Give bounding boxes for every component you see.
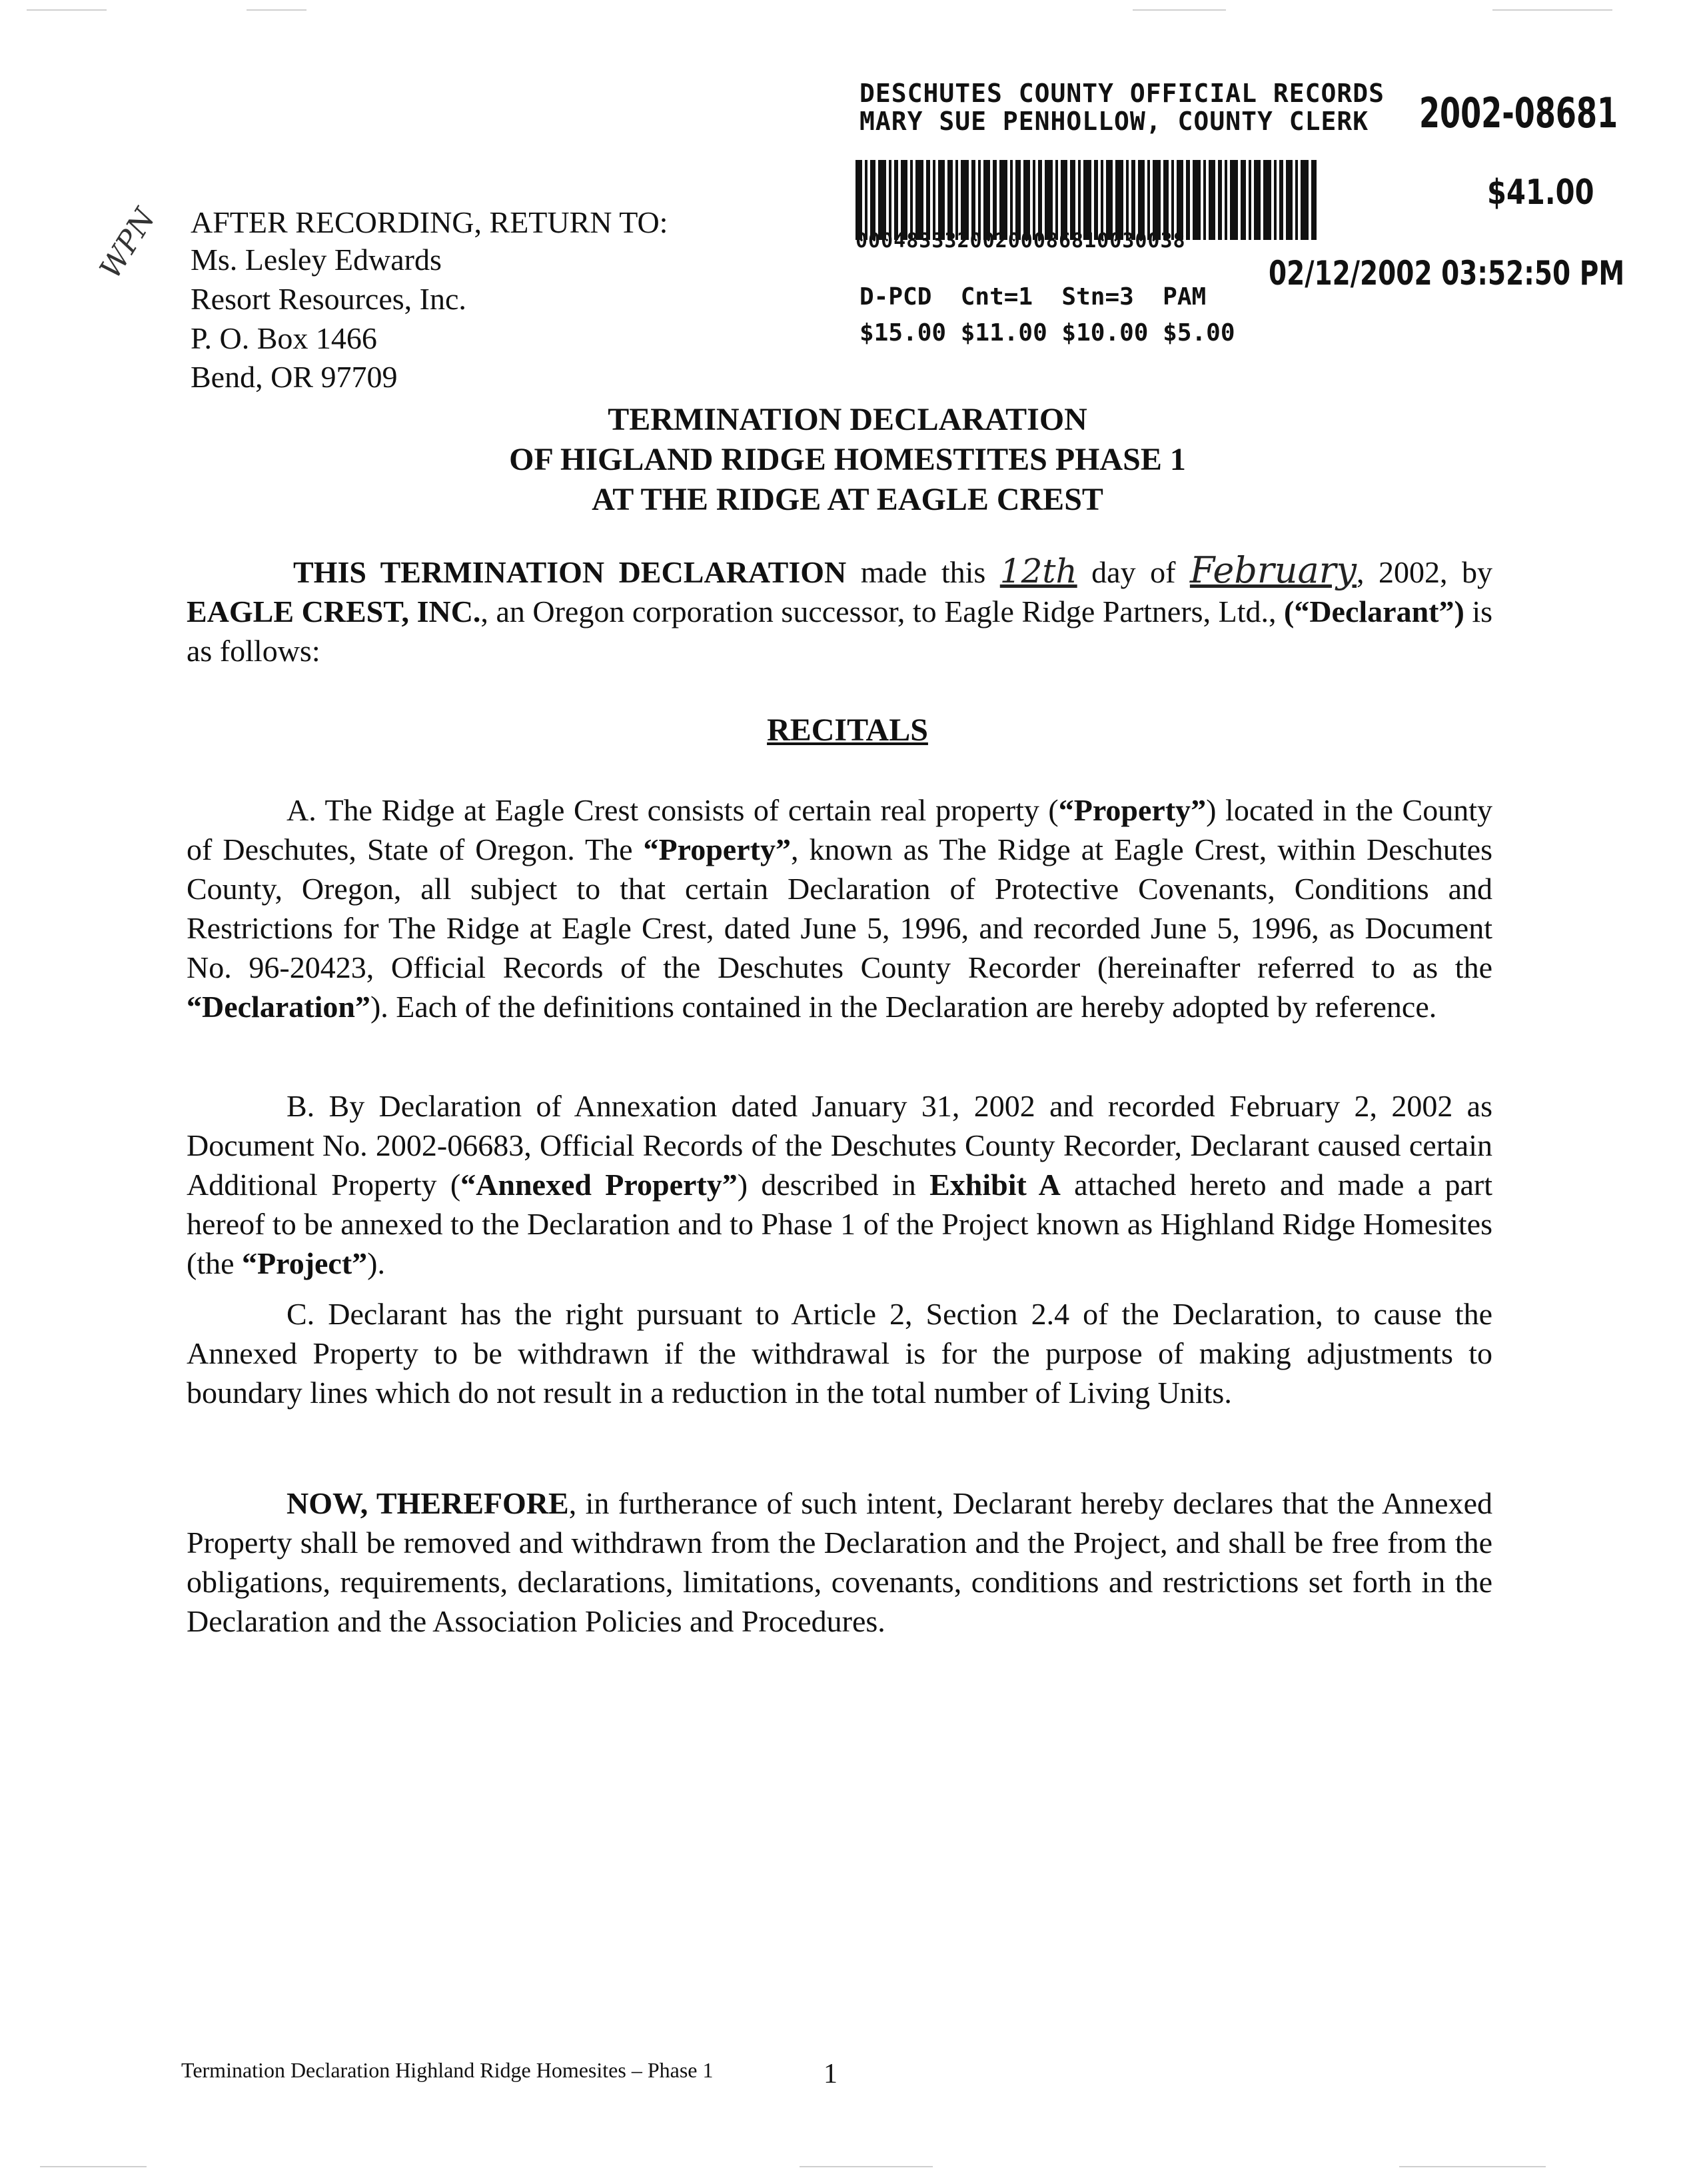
declarant-term: (“Declarant”) <box>1284 594 1464 628</box>
scan-mark <box>1492 9 1612 11</box>
title-line-2: OF HIGLAND RIDGE HOMESTITES PHASE 1 <box>509 442 1186 477</box>
stamp-barcode <box>855 160 1389 240</box>
now-therefore-paragraph: NOW, THEREFORE, in furtherance of such intent, Declarant hereby declares that the Annexed Property shall be removed and withdrawn from the Declaration and the Project, and shall be free from the obligations, requirements, declarations, limitations, covenants, conditions and restrictions set forth in the Declaration and the Association Policies and Procedures. <box>187 1486 1492 1638</box>
handwritten-month: February <box>1189 549 1357 591</box>
recital-a: A. The Ridge at Eagle Crest consists of certain real property (“Property”) located in the County of Deschutes, State of Oregon. The “Property”, known as The Ridge at Eagle Crest, within Deschutes County, Oregon, all subject to that certain Declaration of Protective Covenants, Conditions and Restrictions for The Ridge at Eagle Crest, dated June 5, 1996, and recorded June 5, 1996, as Document No. 96-20423, Official Records of the Deschutes County Recorder (hereinafter referred to as the “Declaration”). Each of the definitions contained in the Declaration are hereby adopted by reference. <box>187 793 1492 1024</box>
scan-mark <box>40 2166 147 2167</box>
scan-mark <box>1399 2166 1546 2167</box>
scan-mark <box>800 2166 933 2167</box>
stamp-barcode-digits: 00048333200200086810030038 <box>855 229 1186 253</box>
scan-mark <box>247 9 306 11</box>
stamp-codes: D-PCD Cnt=1 Stn=3 PAM <box>859 283 1207 311</box>
intro-bold: THIS TERMINATION DECLARATION <box>293 555 847 589</box>
return-to-heading: AFTER RECORDING, RETURN TO: <box>191 205 668 239</box>
handwritten-day: 12th <box>999 552 1077 590</box>
title-line-3: AT THE RIDGE AT EAGLE CREST <box>592 482 1103 517</box>
stamp-office: DESCHUTES COUNTY OFFICIAL RECORDS <box>859 79 1385 108</box>
stamp-clerk: MARY SUE PENHOLLOW, COUNTY CLERK <box>859 107 1369 136</box>
company-name: EAGLE CREST, INC. <box>187 594 481 628</box>
now-therefore-bold: NOW, THEREFORE <box>286 1486 569 1520</box>
page-number: 1 <box>824 2059 838 2089</box>
footer-doc-title: Termination Declaration Highland Ridge Homesites – Phase 1 <box>181 2058 714 2082</box>
stamp-datetime: 02/12/2002 03:52:50 PM <box>1269 254 1625 293</box>
scan-mark <box>1133 9 1226 11</box>
return-to-city: Bend, OR 97709 <box>191 360 398 394</box>
stamp-fees: $15.00 $11.00 $10.00 $5.00 <box>859 319 1235 347</box>
stamp-doc-number: 2002-08681 <box>1419 89 1618 137</box>
scan-mark <box>27 9 107 11</box>
stamp-fee-total: $41.00 <box>1487 173 1594 213</box>
return-to-company: Resort Resources, Inc. <box>191 282 466 316</box>
return-to-po-box: P. O. Box 1466 <box>191 321 377 355</box>
handwritten-initials: WPN <box>93 202 163 285</box>
return-to-name: Ms. Lesley Edwards <box>191 243 442 277</box>
intro-paragraph: THIS TERMINATION DECLARATION made this 12th day of February, 2002, by EAGLE CREST, INC., an Oregon corporation successor, to Eagle Ridge Partners, Ltd., (“Declarant”) is as follows: <box>187 549 1493 668</box>
recital-b: B. By Declaration of Annexation dated January 31, 2002 and recorded February 2, 2002 as Document No. 2002-06683, Official Records of the Deschutes County Recorder, Declarant caused certain Additional Property (“Annexed Property”) described in Exhibit A attached hereto and made a part hereof to be annexed to the Declaration and to Phase 1 of the Project known as Highland Ridge Homesites (the “Project”). <box>187 1089 1492 1280</box>
title-line-1: TERMINATION DECLARATION <box>608 402 1087 437</box>
recital-c: C. Declarant has the right pursuant to Article 2, Section 2.4 of the Declaration, to cause the Annexed Property to be withdrawn if the withdrawal is for the purpose of making adjustments to boundary lines which do not result in a reduction in the total number of Living Units. <box>187 1297 1492 1410</box>
recitals-heading: RECITALS <box>767 712 928 748</box>
